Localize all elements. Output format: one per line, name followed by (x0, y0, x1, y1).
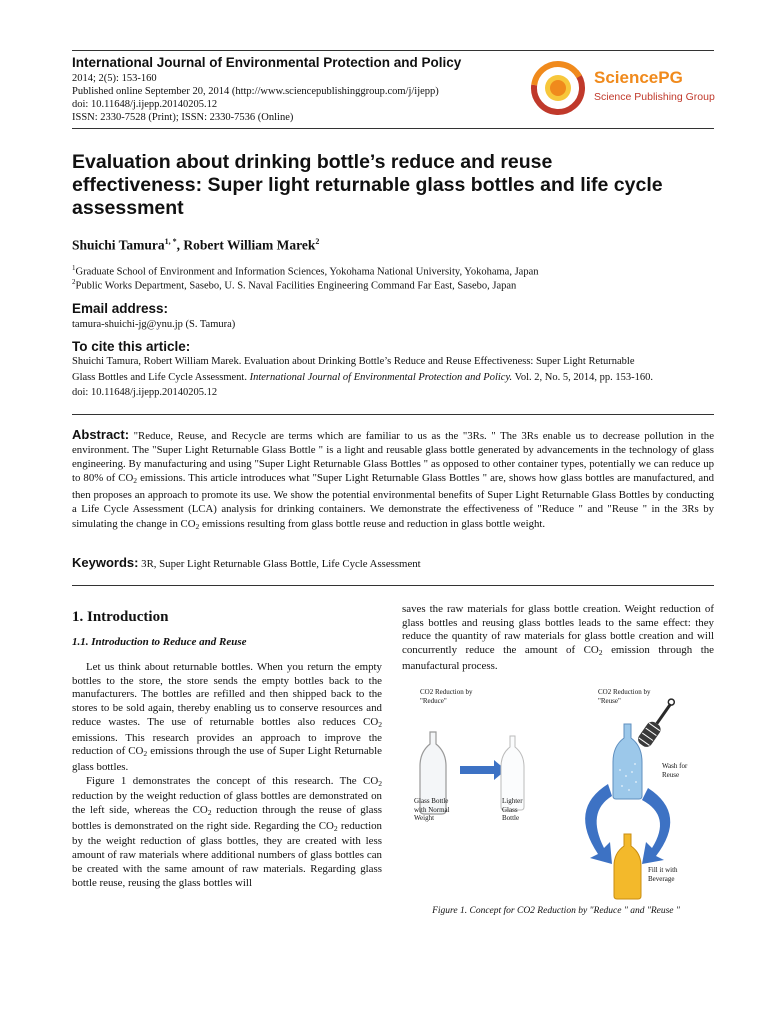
affiliation-2 (72, 278, 516, 292)
figure-caption: Figure 1. Concept for CO2 Reduction by "Reduce " and "Reuse " (432, 906, 680, 916)
p3-b: emission through the manufactural process. (402, 644, 715, 672)
author-1-sup: 1, * (164, 237, 177, 246)
figure-1 (398, 684, 714, 904)
author-2-sup: 2 (315, 237, 320, 246)
p2-c: reduction through the reuse of glass bottles is demonstrated on the right side. Regarding the CO (72, 804, 382, 832)
section-heading: 1. Introduction (72, 609, 169, 625)
keywords-label: Keywords: (72, 555, 139, 570)
header-rule (72, 128, 714, 129)
intro-paragraph-1 (72, 661, 382, 775)
meta-line-2: Published online September 20, 2014 (http://www.sciencepublishinggroup.com/j/ijepp) (72, 86, 439, 97)
p1-sub-1: 2 (378, 719, 382, 729)
p2-b: reduction by the weight reduction of glass bottles are demonstrated on the left side, whereas the CO (72, 790, 382, 817)
abstract (72, 428, 714, 534)
publisher-logo (528, 60, 728, 112)
abstract-top-rule (72, 414, 714, 415)
label-light-bottle: Lighter Glass Bottle (502, 797, 523, 822)
authors (72, 237, 319, 254)
p1-c: emissions through the use of Super Light Returnable glass bottles. (72, 745, 382, 773)
affiliation-1-sup: 1 (72, 264, 76, 272)
top-rule (72, 50, 714, 51)
p2-d: reduction by the weight reduction of glass bottles, they are created with less amount of raw materials where additional numbers of glass bottles can be created with the same amount of raw materials. Regarding glass bottle reuse, reusing the glass bottles will (72, 819, 382, 889)
meta-line-1: 2014; 2(5): 153-160 (72, 73, 157, 84)
keywords-text: 3R, Super Light Returnable Glass Bottle, Life Cycle Assessment (138, 558, 421, 570)
p3-sub: 2 (598, 648, 603, 658)
author-separator: , (176, 237, 184, 253)
affiliation-2-sup: 2 (72, 278, 76, 286)
subsection-heading: 1.1. Introduction to Reduce and Reuse (72, 636, 247, 648)
label-normal-bottle: Glass Bottle with Normal Weight (414, 797, 450, 822)
logo-subtitle: Science Publishing Group (594, 91, 715, 103)
cite-line-2 (72, 372, 722, 383)
meta-line-4: ISSN: 2330-7528 (Print); ISSN: 2330-7536 (Online) (72, 112, 294, 123)
abstract-sub-1: 2 (133, 476, 138, 486)
label-fill: Fill it with Beverage (648, 866, 678, 883)
p2-sub-1: 2 (378, 778, 382, 788)
label-wash: Wash for Reuse (662, 762, 688, 779)
journal-title: International Journal of Environmental Protection and Policy (72, 55, 462, 70)
label-co2-reuse: CO2 Reduction by "Reuse" (598, 688, 651, 705)
cite-doi[interactable]: doi: 10.11648/j.ijepp.20140205.12 (72, 387, 218, 398)
paper-title: Evaluation about drinking bottle’s reduce and reuse effectiveness: Super light returnable glass bottles and life cycle assessment (72, 151, 663, 219)
email-value[interactable]: tamura-shuichi-jg@ynu.jp (S. Tamura) (72, 319, 236, 330)
cite-heading: To cite this article: (72, 339, 191, 354)
left-column (72, 661, 382, 890)
p1-a: Let us think about returnable bottles. When you return the empty bottles to the store, the store sends the empty bottles back to the manufacturers. The bottles are refilled and then shipped back to the stores to be sold again, thereby enabling us to conserve resources and reduce wastes. The use of returnable bottles also reduces CO (72, 661, 382, 728)
cycle-arrow-left (585, 784, 612, 864)
reduce-arrow (460, 760, 506, 780)
abstract-text-c: emissions resulting from glass bottle reuse and reduction in glass bottle weight. (199, 517, 546, 530)
keywords (72, 555, 421, 570)
cite-journal: International Journal of Environmental Protection and Policy. (249, 372, 513, 383)
affiliation-1 (72, 264, 538, 278)
affiliation-2-text: Public Works Department, Sasebo, U. S. Naval Facilities Engineering Command Far East, Sasebo, Japan (75, 280, 517, 292)
logo-circle-icon (530, 60, 590, 116)
right-column (402, 603, 714, 674)
affiliation-1-text: Graduate School of Environment and Information Sciences, Yokohama National University, Yokohama, Japan (75, 266, 539, 278)
cite-line-2-tail: Vol. 2, No. 5, 2014, pp. 153-160. (512, 372, 653, 383)
wash-bottle (613, 724, 642, 799)
p2-a: Figure 1 demonstrates the concept of this research. The CO (86, 774, 379, 787)
label-co2-reduce: CO2 Reduction by "Reduce" (420, 688, 473, 705)
p1-sub-2: 2 (143, 749, 148, 759)
p2-sub-3: 2 (333, 823, 338, 833)
cite-line-1: Shuichi Tamura, Robert William Marek. Evaluation about Drinking Bottle’s Reduce and Reuse Effectiveness: Super Light Returnable (72, 356, 635, 367)
author-2: Robert William Marek (183, 237, 316, 253)
abstract-sub-2: 2 (195, 521, 200, 531)
p3-a: saves the raw materials for glass bottle creation. Weight reduction of glass bottles and reusing glass bottles leads to the same effect: they reduce the quantity of raw materials for glass bottle creation and will concurrently reduce the amount of CO (402, 603, 714, 657)
abstract-text-a: "Reduce, Reuse, and Recycle are terms which are familiar to us as the "3Rs. " The 3Rs enable us to decrease pollution in the environment. The "Super Light Returnable Glass Bottle " is a light and reusable glass bottle generated by advancements in the technology of glass engineering. By manufacturing and using "Super Light Returnable Glass Bottles " as opposed to other container types, potentially we can reduce up to 80% of CO (72, 430, 714, 485)
intro-paragraph-2 (72, 775, 382, 891)
p1-b: emissions. This research provides an approach to improve the reduction of CO (72, 731, 382, 758)
abstract-label: Abstract: (72, 427, 130, 442)
author-1: Shuichi Tamura (72, 237, 165, 253)
p2-sub-2: 2 (207, 808, 212, 818)
cite-line-2-plain: Glass Bottles and Life Cycle Assessment. (72, 372, 250, 383)
abstract-bottom-rule (72, 585, 714, 586)
email-heading: Email address: (72, 301, 169, 316)
logo-name: SciencePG (594, 68, 683, 87)
meta-line-3: doi: 10.11648/j.ijepp.20140205.12 (72, 99, 218, 110)
abstract-text-b: emissions. This article introduces what "Super Light Returnable Glass Bottles " are, shows how glass bottles are manufactured, and then proposes an approach to promote its use. We show the potential environmental benefits of Super Light Returnable Glass Bottles by conducting a Life Cycle Assessment (LCA) analysis for drinking containers. We demonstrate the effectiveness of "Reduce " and "Reuse " in the 3Rs by simulating the change in CO (72, 472, 714, 530)
cycle-arrow-right (642, 788, 670, 864)
intro-paragraph-3 (402, 603, 714, 674)
beverage-bottle (614, 834, 641, 899)
